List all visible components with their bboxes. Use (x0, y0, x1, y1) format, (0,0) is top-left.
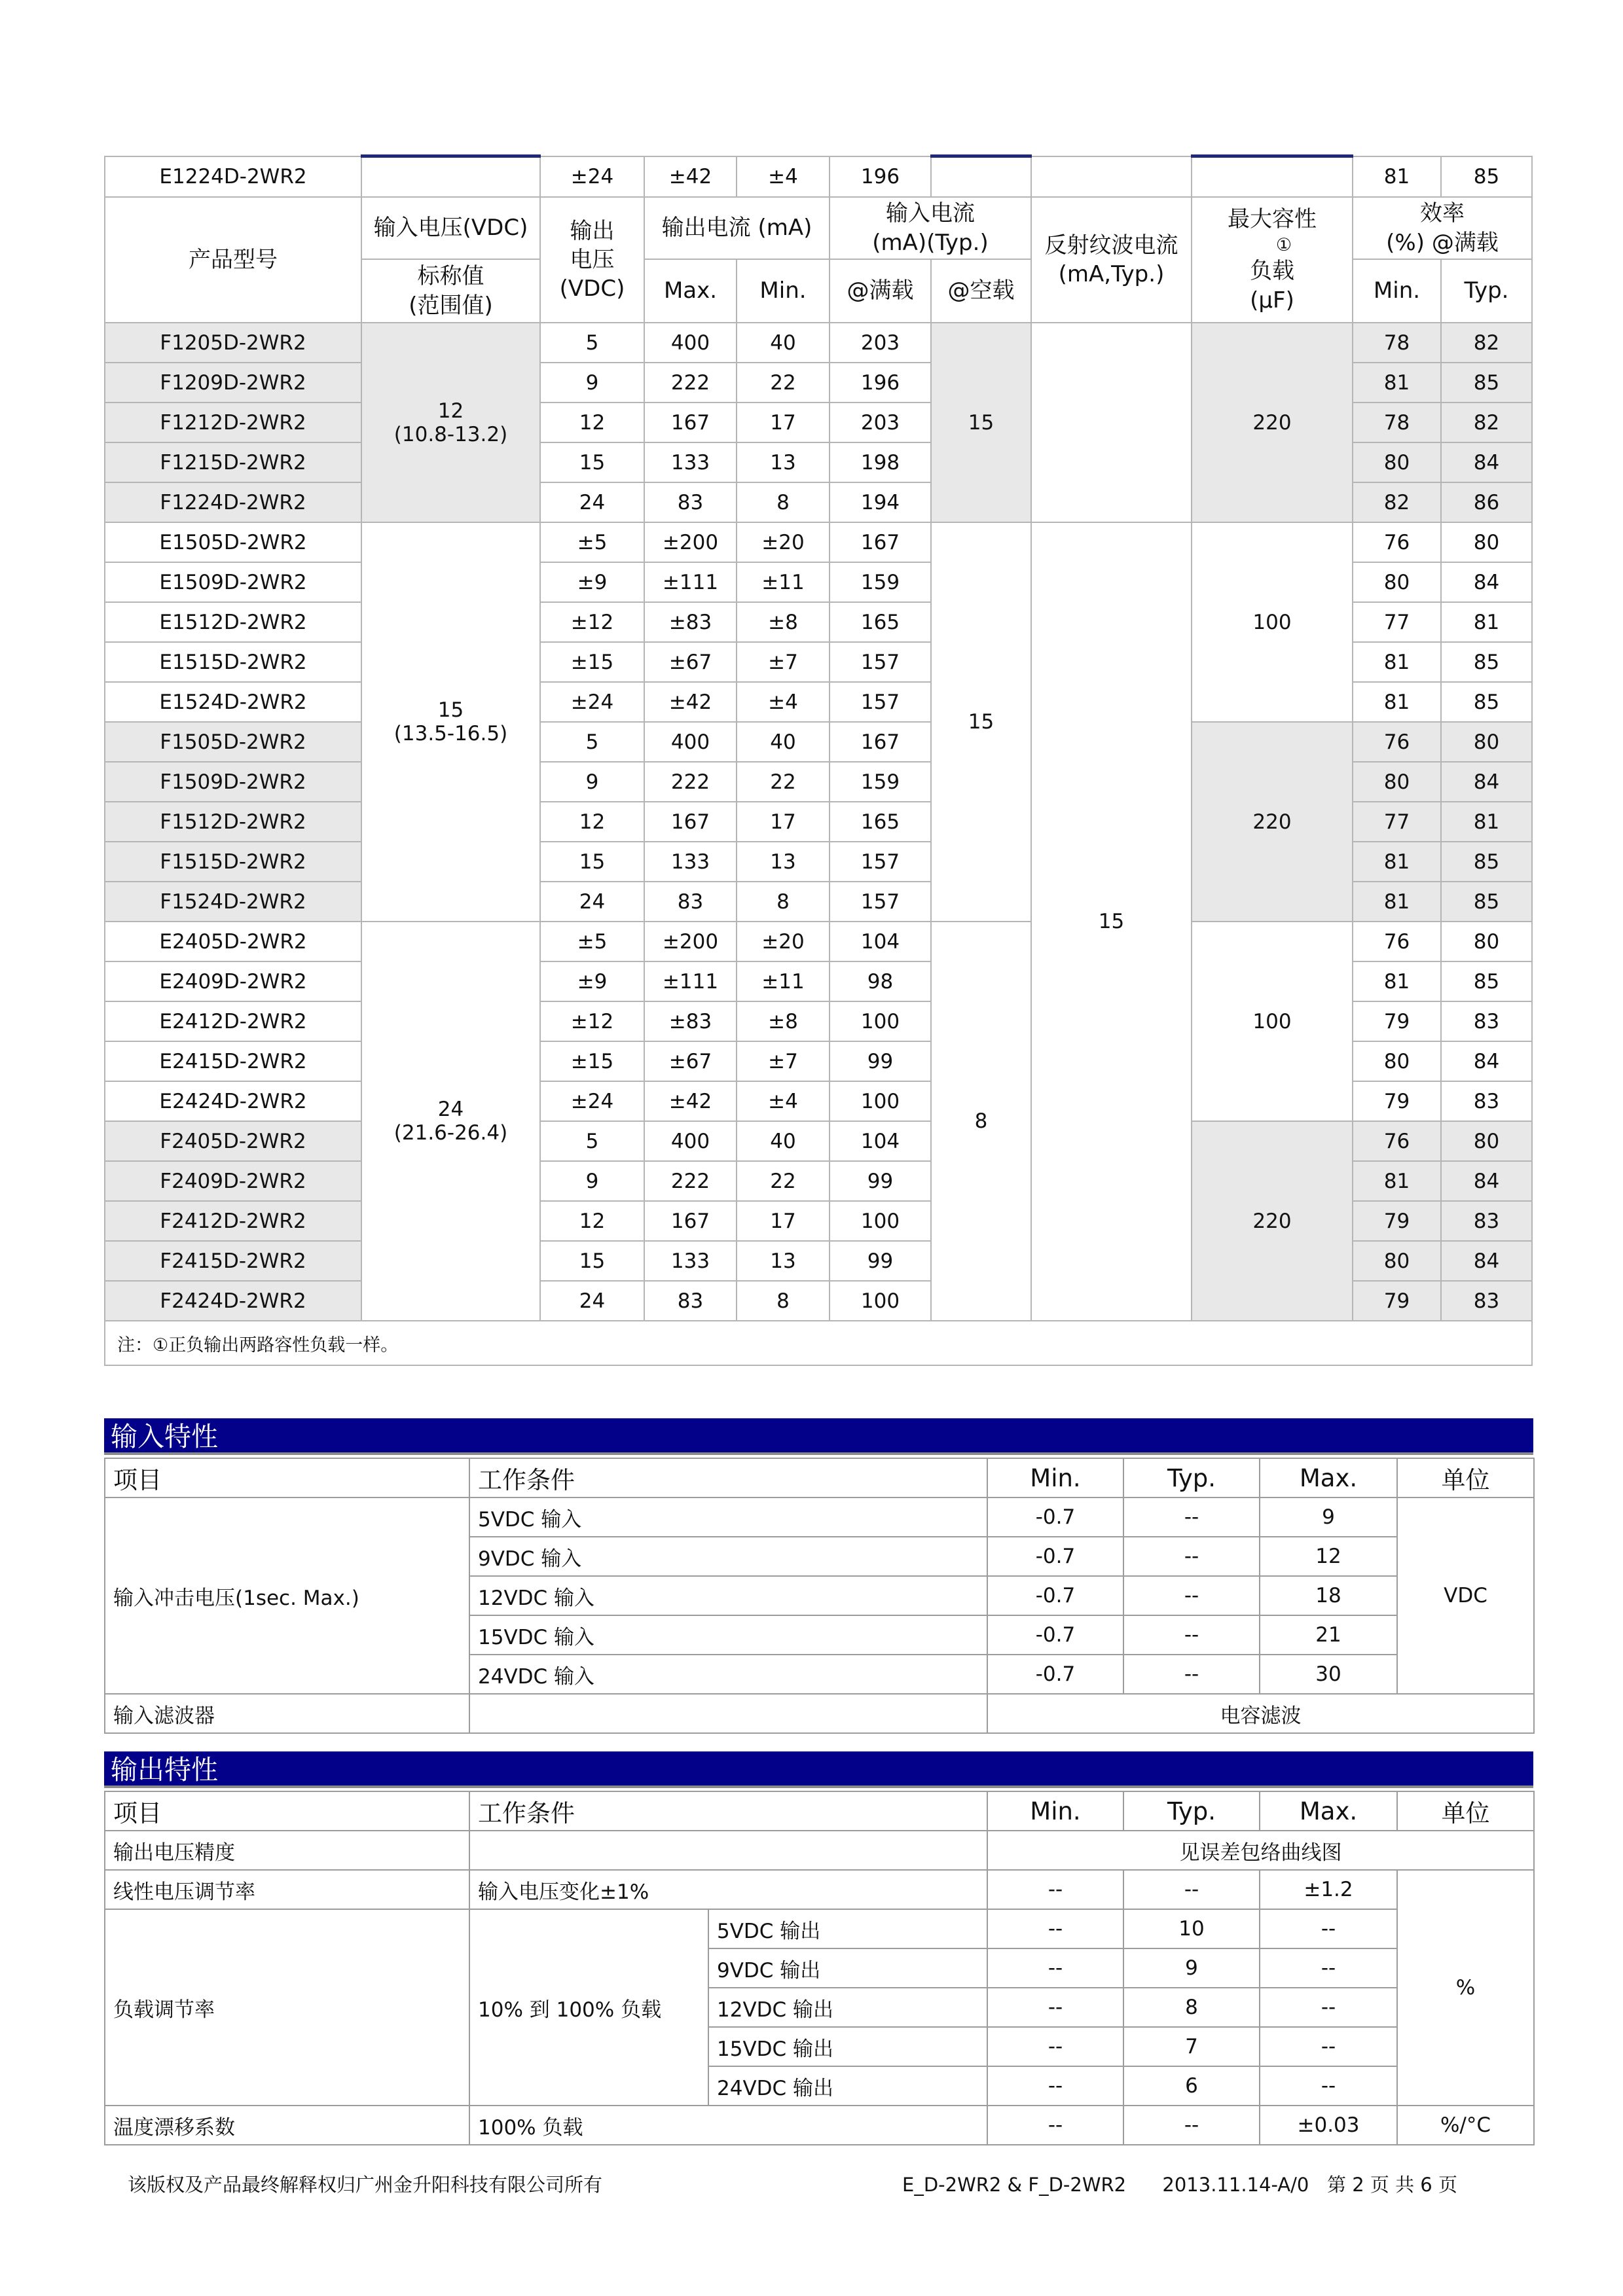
table-row: F1205D-2WR2 12 (10.8-13.2) 5 400 40 203 15 220 78 82 (105, 323, 1532, 363)
table-row: 9VDC 输入 -0.7 -- 12 (105, 1537, 1534, 1576)
table-row: F1509D-2WR2 9 222 22 159 80 84 (105, 762, 1532, 802)
no-load-current: 15 (931, 522, 1031, 922)
header-input-current: 输入电流 (mA)(Typ.) (830, 197, 1031, 259)
model-cell: E1509D-2WR2 (105, 562, 361, 602)
header-model: 产品型号 (105, 197, 361, 323)
footnote: 注：①正负输出两路容性负载一样。 (105, 1321, 1532, 1365)
model-cell: E1505D-2WR2 (105, 522, 361, 562)
product-table-body (105, 323, 1532, 1321)
cap-load: 100 (1192, 522, 1353, 722)
model-cell: E2424D-2WR2 (105, 1081, 361, 1121)
table-row: 15VDC 输出 -- 7 -- (105, 2027, 1534, 2066)
ripple-value: 15 (1031, 522, 1192, 1321)
table-row: 24VDC 输入 -0.7 -- 30 (105, 1655, 1534, 1694)
model-cell: F2424D-2WR2 (105, 1281, 361, 1321)
model-cell: F1509D-2WR2 (105, 762, 361, 802)
note-row (105, 1321, 1532, 1365)
model-cell: F2405D-2WR2 (105, 1121, 361, 1161)
table-header-row (105, 197, 1532, 259)
cap-load: 220 (1192, 1121, 1353, 1321)
table-row: 12VDC 输出 -- 8 -- (105, 1988, 1534, 2027)
model-cell: F1505D-2WR2 (105, 722, 361, 762)
table-row: E2412D-2WR2 ±12 ±83 ±8 100 79 83 (105, 1001, 1532, 1041)
table-row: 9VDC 输出 -- 9 -- (105, 1948, 1534, 1988)
table-row: E1505D-2WR2 15 (13.5-16.5) ±5 ±200 ±20 167 15 15 100 76 80 (105, 522, 1532, 562)
model-cell: F1209D-2WR2 (105, 363, 361, 403)
model-cell: F2412D-2WR2 (105, 1201, 361, 1241)
table-row: F2415D-2WR2 15 133 13 99 80 84 (105, 1241, 1532, 1281)
table-row: F1512D-2WR2 12 167 17 165 77 81 (105, 802, 1532, 842)
output-section-title: 输出特性 (104, 1751, 1533, 1788)
table-row: E1224D-2WR2 ±24 ±42 ±4 196 81 85 (105, 156, 1532, 198)
model-cell: F1224D-2WR2 (105, 482, 361, 522)
table-row: E1524D-2WR2 ±24 ±42 ±4 157 81 85 (105, 682, 1532, 722)
surge-unit: VDC (1397, 1498, 1534, 1694)
model-cell: E2409D-2WR2 (105, 961, 361, 1001)
table-row: F1505D-2WR2 5 400 40 167 220 76 80 (105, 722, 1532, 762)
cap-load: 100 (1192, 922, 1353, 1121)
table-header-row: 项目 工作条件 Min. Typ. Max. 单位 (105, 1791, 1534, 1831)
table-row: E1515D-2WR2 ±15 ±67 ±7 157 81 85 (105, 642, 1532, 682)
table-row: 24VDC 输出 -- 6 -- (105, 2066, 1534, 2106)
model-cell: E2405D-2WR2 (105, 922, 361, 961)
table-row: F1224D-2WR2 24 83 8 194 82 86 (105, 482, 1532, 522)
header-ripple: 反射纹波电流 (mA,Typ.) (1031, 197, 1192, 323)
header-capacitive-load: 最大容性 ① 负载 (μF) (1192, 197, 1353, 323)
header-efficiency: 效率 (%) @满载 (1353, 197, 1532, 259)
table-row: 温度漂移系数 100% 负载 -- -- ±0.03 %/°C (105, 2106, 1534, 2145)
product-table (104, 154, 1533, 1366)
table-row: F2424D-2WR2 24 83 8 100 79 83 (105, 1281, 1532, 1321)
table-row: E2405D-2WR2 24 (21.6-26.4) ±5 ±200 ±20 104 8 100 76 80 (105, 922, 1532, 961)
table-row: 输入冲击电压(1sec. Max.) 5VDC 输入 -0.7 -- 9 VDC (105, 1498, 1534, 1537)
no-load-current: 15 (931, 323, 1031, 522)
model-cell: E2415D-2WR2 (105, 1041, 361, 1081)
input-section-title: 输入特性 (104, 1418, 1533, 1455)
table-subheader-row: 标称值 (范围值) Max. Min. @满载 @空载 Min. Typ. (105, 259, 1532, 323)
model-cell: F1515D-2WR2 (105, 842, 361, 882)
table-row: 15VDC 输入 -0.7 -- 21 (105, 1615, 1534, 1655)
table-row: F1212D-2WR2 12 167 17 203 78 82 (105, 403, 1532, 442)
model-cell: E1224D-2WR2 (105, 156, 361, 198)
model-cell: E2412D-2WR2 (105, 1001, 361, 1041)
input-voltage-group: 15 (13.5-16.5) (361, 522, 540, 922)
table-row: 线性电压调节率 输入电压变化±1% -- -- ±1.2 % (105, 1870, 1534, 1909)
surge-label: 输入冲击电压(1sec. Max.) (105, 1498, 469, 1694)
table-row: 输入滤波器 电容滤波 (105, 1694, 1534, 1733)
model-cell: F1212D-2WR2 (105, 403, 361, 442)
header-input-voltage: 输入电压(VDC) (361, 197, 540, 259)
table-row: E2424D-2WR2 ±24 ±42 ±4 100 79 83 (105, 1081, 1532, 1121)
table-header-row: 项目 工作条件 Min. Typ. Max. 单位 (105, 1458, 1534, 1498)
input-voltage-group: 24 (21.6-26.4) (361, 922, 540, 1321)
table-row: F2409D-2WR2 9 222 22 99 81 84 (105, 1161, 1532, 1201)
table-row: E2409D-2WR2 ±9 ±111 ±11 98 81 85 (105, 961, 1532, 1001)
table-row: F1215D-2WR2 15 133 13 198 80 84 (105, 442, 1532, 482)
model-cell: E1512D-2WR2 (105, 602, 361, 642)
table-row: F2412D-2WR2 12 167 17 100 79 83 (105, 1201, 1532, 1241)
model-cell: F2415D-2WR2 (105, 1241, 361, 1281)
table-row: F1524D-2WR2 24 83 8 157 81 85 (105, 882, 1532, 922)
header-output-current: 输出电流 (mA) (644, 197, 830, 259)
table-row: F1209D-2WR2 9 222 22 196 81 85 (105, 363, 1532, 403)
table-row: E1509D-2WR2 ±9 ±111 ±11 159 80 84 (105, 562, 1532, 602)
table-row: E1512D-2WR2 ±12 ±83 ±8 165 77 81 (105, 602, 1532, 642)
footer-copyright: 该版权及产品最终解释权归广州金升阳科技有限公司所有 (128, 2174, 603, 2196)
model-cell: F1512D-2WR2 (105, 802, 361, 842)
no-load-current: 8 (931, 922, 1031, 1321)
header-output-voltage: 输出 电压 (VDC) (540, 197, 644, 323)
model-cell: E1524D-2WR2 (105, 682, 361, 722)
model-cell: F2409D-2WR2 (105, 1161, 361, 1201)
table-row: 12VDC 输入 -0.7 -- 18 (105, 1576, 1534, 1615)
model-cell: F1524D-2WR2 (105, 882, 361, 922)
footer-doc-info: E_D-2WR2 & F_D-2WR2 2013.11.14-A/0 第 2 页 共 6 页 (902, 2174, 1457, 2196)
table-row: 输出电压精度 见误差包络曲线图 (105, 1831, 1534, 1870)
cap-load: 220 (1192, 722, 1353, 922)
model-cell: E1515D-2WR2 (105, 642, 361, 682)
model-cell: F1215D-2WR2 (105, 442, 361, 482)
table-row: E2415D-2WR2 ±15 ±67 ±7 99 80 84 (105, 1041, 1532, 1081)
input-voltage-group: 12 (10.8-13.2) (361, 323, 540, 522)
input-table (104, 1458, 1535, 1734)
table-row: 负载调节率 10% 到 100% 负载 5VDC 输出 -- 10 -- (105, 1909, 1534, 1948)
table-row: F2405D-2WR2 5 400 40 104 220 76 80 (105, 1121, 1532, 1161)
percent-unit: % (1397, 1870, 1534, 2106)
table-row: F1515D-2WR2 15 133 13 157 81 85 (105, 842, 1532, 882)
output-table (104, 1791, 1535, 2145)
cap-load: 220 (1192, 323, 1353, 522)
header-nominal: 标称值 (范围值) (361, 259, 540, 323)
model-cell: F1205D-2WR2 (105, 323, 361, 363)
